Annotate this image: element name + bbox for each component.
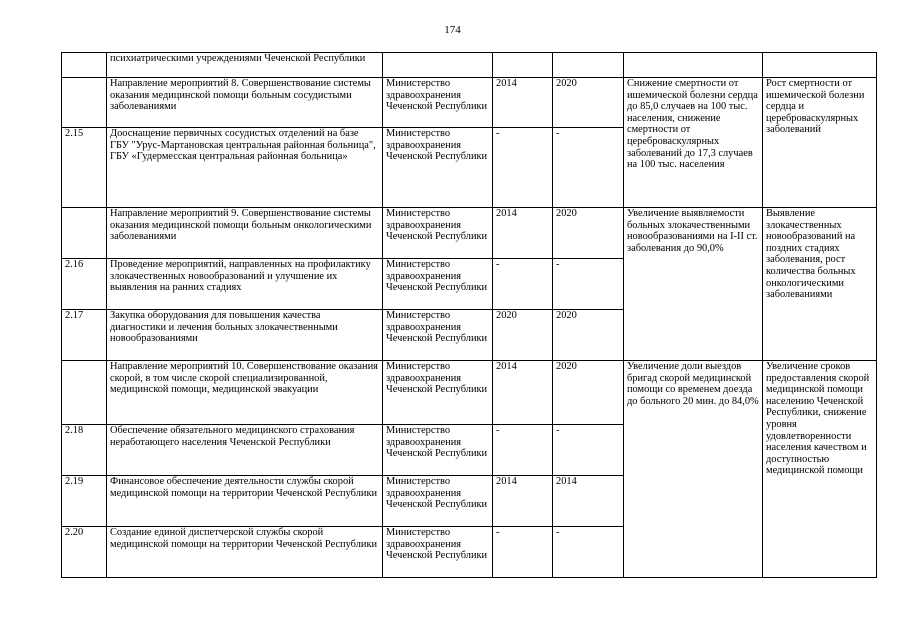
end-year-cell: - — [553, 425, 624, 476]
start-year-cell: - — [493, 425, 553, 476]
row-number-cell — [62, 361, 107, 425]
end-year-cell: - — [553, 527, 624, 578]
executor-cell: Министерство здравоохранения Чеченской Республики — [383, 310, 493, 361]
row-number-cell — [62, 78, 107, 128]
expected-result-cell: Увеличение выявляемости больных злокачественными новообразованиями на I-II ст. заболевания до 90,0% — [624, 208, 763, 361]
table-row — [62, 361, 877, 425]
table-row — [62, 78, 877, 128]
executor-cell: Министерство здравоохранения Чеченской Республики — [383, 476, 493, 527]
executor-cell: Министерство здравоохранения Чеченской Республики — [383, 425, 493, 476]
executor-cell: Министерство здравоохранения Чеченской Республики — [383, 527, 493, 578]
end-year-cell: - — [553, 128, 624, 208]
start-year-cell: 2014 — [493, 78, 553, 128]
end-year-cell — [553, 53, 624, 78]
start-year-cell: 2014 — [493, 361, 553, 425]
executor-cell: Министерство здравоохранения Чеченской Республики — [383, 208, 493, 259]
end-year-cell: 2020 — [553, 361, 624, 425]
end-year-cell: 2014 — [553, 476, 624, 527]
start-year-cell: 2020 — [493, 310, 553, 361]
measure-name-cell: Финансовое обеспечение деятельности службы скорой медицинской помощи на территории Чеченской Республики — [107, 476, 383, 527]
start-year-cell — [493, 53, 553, 78]
measure-name-cell: Создание единой диспетчерской службы скорой медицинской помощи на территории Чеченской Республики — [107, 527, 383, 578]
executor-cell: Министерство здравоохранения Чеченской Республики — [383, 78, 493, 128]
expected-result-cell — [624, 53, 763, 78]
row-number-cell: 2.18 — [62, 425, 107, 476]
executor-cell: Министерство здравоохранения Чеченской Республики — [383, 128, 493, 208]
executor-cell: Министерство здравоохранения Чеченской Республики — [383, 361, 493, 425]
measure-name-cell: Направление мероприятий 8. Совершенствование системы оказания медицинской помощи больным сосудистыми заболеваниями — [107, 78, 383, 128]
row-number-cell — [62, 53, 107, 78]
consequence-cell — [763, 53, 877, 78]
start-year-cell: - — [493, 128, 553, 208]
row-number-cell — [62, 208, 107, 259]
end-year-cell: 2020 — [553, 78, 624, 128]
executor-cell — [383, 53, 493, 78]
table-row — [62, 53, 877, 78]
measure-name-cell: Дооснащение первичных сосудистых отделений на базе ГБУ "Урус-Мартановская центральная районная больница", ГБУ «Гудермесская центральная районная больница» — [107, 128, 383, 208]
consequence-cell: Выявление злокачественных новообразований на поздних стадиях заболевания, рост количества больных онкологическими заболеваниями — [763, 208, 877, 361]
row-number-cell: 2.20 — [62, 527, 107, 578]
end-year-cell: - — [553, 259, 624, 310]
start-year-cell: 2014 — [493, 476, 553, 527]
end-year-cell: 2020 — [553, 208, 624, 259]
measure-name-cell: Закупка оборудования для повышения качества диагностики и лечения больных злокачественными новообразованиями — [107, 310, 383, 361]
consequence-cell: Рост смертности от ишемической болезни сердца и цереброваскулярных заболеваний — [763, 78, 877, 208]
program-table — [61, 52, 877, 578]
expected-result-cell: Снижение смертности от ишемической болезни сердца до 85,0 случаев на 100 тыс. населения, снижение смертности от цереброваскулярных заболеваний до 17,3 случаев на 100 тыс. населения — [624, 78, 763, 208]
executor-cell: Министерство здравоохранения Чеченской Республики — [383, 259, 493, 310]
row-number-cell: 2.17 — [62, 310, 107, 361]
consequence-cell: Увеличение сроков предоставления скорой медицинской помощи населению Чеченской Республики, снижение уровня удовлетворенности населения качеством и доступностью медицинской помощи — [763, 361, 877, 578]
row-number-cell: 2.19 — [62, 476, 107, 527]
end-year-cell: 2020 — [553, 310, 624, 361]
page-number: 174 — [444, 24, 461, 36]
measure-name-cell: психиатрическими учреждениями Чеченской Республики — [107, 53, 383, 78]
measure-name-cell: Направление мероприятий 10. Совершенствование оказания скорой, в том числе скорой специализированной, медицинской помощи, медицинской эвакуации — [107, 361, 383, 425]
start-year-cell: - — [493, 527, 553, 578]
expected-result-cell: Увеличение доли выездов бригад скорой медицинской помощи со временем доезда до больного 20 мин. до 84,0% — [624, 361, 763, 578]
start-year-cell: - — [493, 259, 553, 310]
measure-name-cell: Направление мероприятий 9. Совершенствование системы оказания медицинской помощи больным онкологическими заболеваниями — [107, 208, 383, 259]
start-year-cell: 2014 — [493, 208, 553, 259]
table-row — [62, 208, 877, 259]
row-number-cell: 2.16 — [62, 259, 107, 310]
measure-name-cell: Проведение мероприятий, направленных на профилактику злокачественных новообразований и улучшение их выявления на ранних стадиях — [107, 259, 383, 310]
row-number-cell: 2.15 — [62, 128, 107, 208]
measure-name-cell: Обеспечение обязательного медицинского страхования неработающего населения Чеченской Республики — [107, 425, 383, 476]
